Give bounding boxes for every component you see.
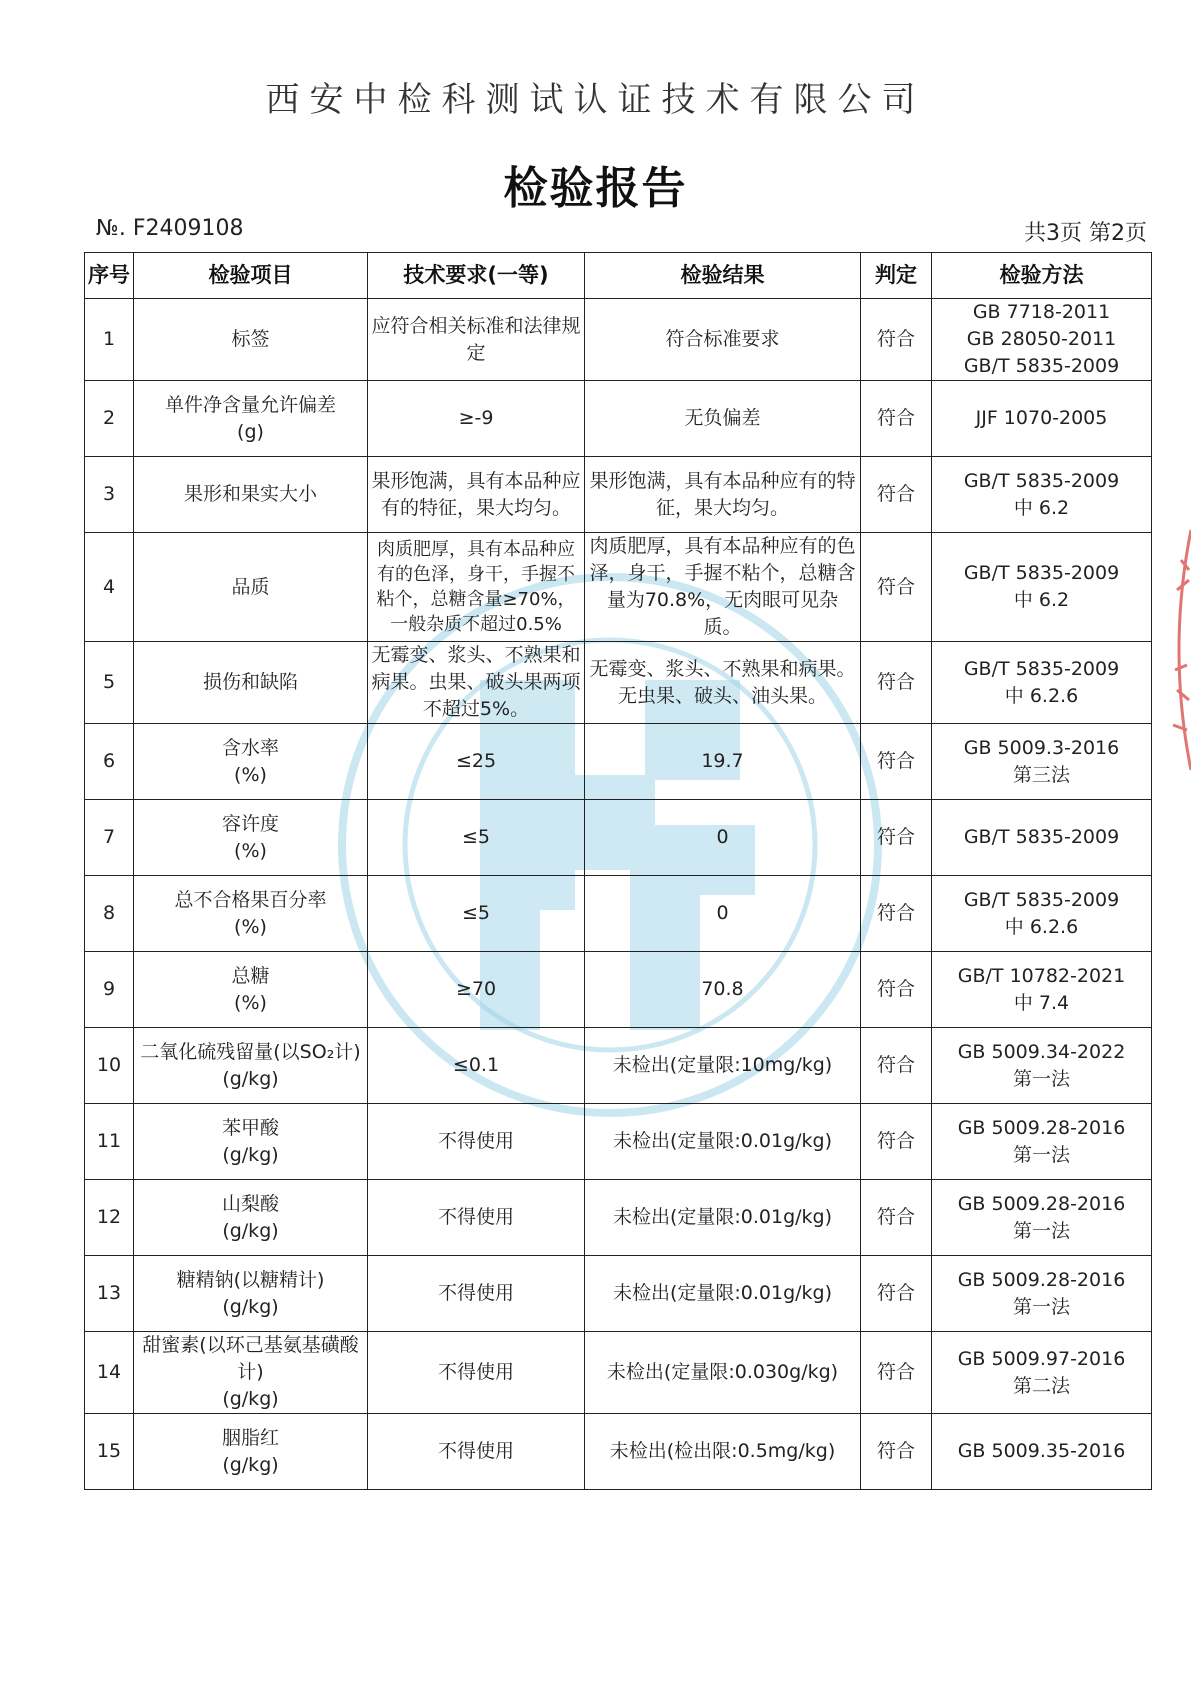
requirement-cell [368, 457, 585, 533]
result-cell [585, 724, 861, 800]
requirement-line: 不超过5%。 [422, 698, 530, 720]
item-cell [134, 1104, 368, 1180]
method-cell [932, 1180, 1152, 1256]
method-line: GB 7718-2011 [972, 301, 1111, 323]
method-line: GB/T 5835-2009 [963, 657, 1120, 680]
requirement-line: ≥-9 [458, 407, 494, 429]
item-line: 损伤和缺陷 [202, 671, 298, 693]
no-cell: 6 [85, 724, 134, 800]
result-cell [585, 299, 861, 381]
col-header-no: 序号 [85, 253, 134, 299]
method-line: GB/T 5835-2009 [963, 562, 1120, 584]
item-line: 山梨酸 [221, 1192, 279, 1215]
item-line: 苯甲酸 [221, 1116, 279, 1139]
item-line: 容许度 [221, 812, 279, 835]
result-line: 19.7 [701, 750, 744, 772]
requirement-cell [368, 800, 585, 876]
table-row [85, 457, 1152, 533]
col-header-item: 检验项目 [134, 253, 368, 299]
result-line: 符合标准要求 [665, 328, 780, 350]
item-cell [134, 952, 368, 1028]
requirement-line: ≤0.1 [452, 1054, 500, 1076]
method-line: 第一法 [1012, 1067, 1070, 1090]
table-row [85, 800, 1152, 876]
table-row [85, 1028, 1152, 1104]
result-cell [585, 1414, 861, 1490]
judgement-cell: 符合 [861, 724, 932, 800]
item-cell [134, 457, 368, 533]
result-cell [585, 1028, 861, 1104]
requirement-cell [368, 724, 585, 800]
result-cell [585, 642, 861, 724]
item-cell [134, 533, 368, 642]
item-line: (g/kg) [222, 1219, 279, 1242]
item-cell [134, 1332, 368, 1414]
method-line: GB/T 5835-2009 [963, 826, 1120, 848]
result-cell [585, 952, 861, 1028]
item-cell [134, 1256, 368, 1332]
item-line: 计) [237, 1361, 264, 1383]
result-cell [585, 876, 861, 952]
judgement-cell: 符合 [861, 952, 932, 1028]
red-seal-edge [1167, 520, 1191, 780]
result-cell [585, 1332, 861, 1414]
requirement-cell [368, 952, 585, 1028]
table-row [85, 724, 1152, 800]
item-line: (%) [234, 991, 267, 1014]
result-line: 未检出(定量限:10mg/kg) [612, 1054, 833, 1076]
item-line: 二氧化硫残留量(以SO₂计) [140, 1040, 361, 1063]
requirement-cell [368, 533, 585, 642]
requirement-cell [368, 876, 585, 952]
table-row [85, 642, 1152, 724]
requirement-line: 一般杂质不超过0.5% [390, 614, 562, 635]
method-line: GB 5009.28-2016 [957, 1116, 1126, 1139]
method-cell [932, 876, 1152, 952]
method-cell [932, 642, 1152, 724]
item-cell [134, 642, 368, 724]
table-row [85, 299, 1152, 381]
item-line: 甜蜜素(以环己基氨基磺酸 [142, 1334, 359, 1356]
item-line: 含水率 [221, 736, 279, 759]
item-line: 总糖 [231, 964, 270, 987]
method-cell [932, 381, 1152, 457]
item-cell [134, 1028, 368, 1104]
item-line: 糖精钠(以糖精计) [176, 1268, 325, 1291]
result-line: 量为70.8%，无肉眼可见杂质。 [606, 589, 839, 638]
item-cell [134, 876, 368, 952]
requirement-line: 有的色泽，身干，手握不 [377, 564, 575, 585]
item-line: 品质 [231, 575, 270, 598]
requirement-line: 病果。虫果、破头果两项 [371, 671, 581, 693]
item-cell [134, 1180, 368, 1256]
method-cell [932, 1028, 1152, 1104]
method-line: 中 6.2.6 [1004, 915, 1079, 938]
method-line: 第一法 [1012, 1219, 1070, 1242]
method-line: 中 6.2 [1013, 589, 1070, 611]
result-cell [585, 800, 861, 876]
no-cell: 1 [85, 299, 134, 381]
requirement-line: 无霉变、浆头、不熟果和 [371, 644, 581, 666]
table-row [85, 1256, 1152, 1332]
judgement-cell: 符合 [861, 1414, 932, 1490]
requirement-cell [368, 642, 585, 724]
requirement-line: 不得使用 [437, 1440, 514, 1462]
method-cell [932, 800, 1152, 876]
no-cell: 2 [85, 381, 134, 457]
method-line: GB 28050-2011 [966, 328, 1117, 350]
judgement-cell: 符合 [861, 1028, 932, 1104]
item-line: (g/kg) [222, 1143, 279, 1166]
requirement-cell [368, 1028, 585, 1104]
no-cell: 7 [85, 800, 134, 876]
requirement-line: ≥70 [455, 978, 497, 1000]
no-cell: 10 [85, 1028, 134, 1104]
judgement-cell: 符合 [861, 299, 932, 381]
no-cell: 9 [85, 952, 134, 1028]
requirement-cell [368, 381, 585, 457]
item-line: (g/kg) [222, 1388, 279, 1410]
method-cell [932, 1414, 1152, 1490]
method-cell [932, 1256, 1152, 1332]
col-header-requirement: 技术要求(一等) [368, 253, 585, 299]
method-line: GB/T 5835-2009 [963, 469, 1120, 492]
result-line: 果形饱满，具有本品种应有的特 [589, 469, 856, 492]
requirement-cell [368, 1180, 585, 1256]
result-line: 泽，身干，手握不粘个，总糖含 [589, 562, 856, 584]
item-line: (%) [234, 915, 267, 938]
method-cell [932, 457, 1152, 533]
result-line: 未检出(检出限:0.5mg/kg) [609, 1440, 836, 1462]
method-cell [932, 533, 1152, 642]
requirement-line: 不得使用 [437, 1130, 514, 1152]
method-line: GB/T 10782-2021 [957, 964, 1126, 987]
method-line: 中 6.2 [1013, 496, 1070, 519]
method-cell [932, 1104, 1152, 1180]
method-cell [932, 724, 1152, 800]
judgement-cell: 符合 [861, 876, 932, 952]
item-cell [134, 800, 368, 876]
item-line: 标签 [231, 328, 270, 350]
item-line: 总不合格果百分率 [174, 888, 327, 911]
col-header-result: 检验结果 [585, 253, 861, 299]
judgement-cell: 符合 [861, 1104, 932, 1180]
table-row [85, 1332, 1152, 1414]
requirement-line: ≤25 [455, 750, 497, 772]
method-cell [932, 952, 1152, 1028]
company-name: 西安中检科测试认证技术有限公司 [265, 80, 926, 120]
item-cell [134, 1414, 368, 1490]
requirement-cell [368, 1332, 585, 1414]
judgement-cell: 符合 [861, 457, 932, 533]
method-line: GB 5009.97-2016 [957, 1347, 1126, 1370]
requirement-cell [368, 1104, 585, 1180]
result-line: 未检出(定量限:0.01g/kg) [612, 1130, 833, 1152]
item-line: (%) [234, 763, 267, 786]
result-line: 未检出(定量限:0.01g/kg) [612, 1206, 833, 1228]
no-cell: 15 [85, 1414, 134, 1490]
requirement-line: 不得使用 [437, 1206, 514, 1228]
result-line: 未检出(定量限:0.030g/kg) [606, 1361, 839, 1383]
no-cell: 8 [85, 876, 134, 952]
table-row [85, 1104, 1152, 1180]
inspection-table [84, 252, 1152, 1490]
judgement-cell: 符合 [861, 800, 932, 876]
result-cell [585, 457, 861, 533]
method-line: 中 6.2.6 [1004, 684, 1079, 707]
item-line: (g) [237, 420, 264, 443]
no-cell: 5 [85, 642, 134, 724]
item-line: (g/kg) [222, 1295, 279, 1318]
item-line: 胭脂红 [221, 1426, 279, 1449]
table-row [85, 876, 1152, 952]
method-line: GB/T 5835-2009 [963, 355, 1120, 377]
col-header-method: 检验方法 [932, 253, 1152, 299]
result-cell [585, 381, 861, 457]
no-cell: 14 [85, 1332, 134, 1414]
item-line: 果形和果实大小 [183, 483, 317, 505]
item-line: (g/kg) [222, 1453, 279, 1476]
col-header-judgement: 判定 [861, 253, 932, 299]
report-number: №. F2409108 [96, 216, 244, 241]
table-header-row [85, 253, 1152, 299]
requirement-line: 粘个，总糖含量≥70%， [376, 589, 576, 610]
method-cell [932, 299, 1152, 381]
method-line: 第二法 [1012, 1374, 1070, 1397]
method-line: JJF 1070-2005 [975, 407, 1108, 429]
item-cell [134, 381, 368, 457]
method-line: GB 5009.28-2016 [957, 1192, 1126, 1215]
requirement-line: 定 [466, 341, 486, 364]
result-cell [585, 1104, 861, 1180]
method-line: 第一法 [1012, 1295, 1070, 1318]
method-line: GB/T 5835-2009 [963, 888, 1120, 911]
no-cell: 11 [85, 1104, 134, 1180]
item-line: (%) [234, 839, 267, 862]
method-line: GB 5009.35-2016 [957, 1440, 1126, 1462]
table-row [85, 1414, 1152, 1490]
result-line: 未检出(定量限:0.01g/kg) [612, 1282, 833, 1304]
result-line: 0 [716, 826, 729, 848]
method-line: 中 7.4 [1013, 991, 1070, 1014]
requirement-cell [368, 299, 585, 381]
result-cell [585, 1256, 861, 1332]
result-line: 无负偏差 [684, 407, 761, 429]
judgement-cell: 符合 [861, 1332, 932, 1414]
judgement-cell: 符合 [861, 381, 932, 457]
judgement-cell: 符合 [861, 1180, 932, 1256]
result-cell [585, 1180, 861, 1256]
table-row [85, 533, 1152, 642]
no-cell: 4 [85, 533, 134, 642]
no-cell: 3 [85, 457, 134, 533]
table-row [85, 1180, 1152, 1256]
requirement-line: 果形饱满，具有本品种应 [371, 469, 581, 492]
table-row [85, 952, 1152, 1028]
item-cell [134, 299, 368, 381]
judgement-cell: 符合 [861, 533, 932, 642]
result-line: 无霉变、浆头、不熟果和病果。 [589, 657, 856, 680]
judgement-cell: 符合 [861, 642, 932, 724]
item-line: (g/kg) [222, 1067, 279, 1090]
method-line: 第三法 [1012, 763, 1070, 786]
method-cell [932, 1332, 1152, 1414]
result-line: 肉质肥厚，具有本品种应有的色 [589, 535, 856, 557]
method-line: 第一法 [1012, 1143, 1070, 1166]
result-cell [585, 533, 861, 642]
page-indicator: 共3页 第2页 [1024, 221, 1147, 246]
result-line: 70.8 [701, 978, 744, 1000]
table-row [85, 381, 1152, 457]
result-line: 征，果大均匀。 [655, 496, 789, 519]
no-cell: 13 [85, 1256, 134, 1332]
report-title: 检验报告 [503, 163, 688, 214]
method-line: GB 5009.28-2016 [957, 1268, 1126, 1291]
item-line: 单件净含量允许偏差 [164, 393, 336, 416]
requirement-line: 应符合相关标准和法律规 [371, 314, 581, 337]
requirement-line: 肉质肥厚，具有本品种应 [377, 539, 575, 560]
requirement-line: 有的特征，果大均匀。 [380, 496, 571, 519]
result-line: 0 [716, 902, 729, 924]
method-line: GB 5009.34-2022 [957, 1040, 1126, 1063]
requirement-cell [368, 1414, 585, 1490]
requirement-cell [368, 1256, 585, 1332]
judgement-cell: 符合 [861, 1256, 932, 1332]
requirement-line: ≤5 [461, 902, 490, 924]
method-line: GB 5009.3-2016 [963, 736, 1120, 759]
no-cell: 12 [85, 1180, 134, 1256]
requirement-line: 不得使用 [437, 1282, 514, 1304]
item-cell [134, 724, 368, 800]
result-line: 无虫果、破头、油头果。 [617, 684, 827, 707]
requirement-line: ≤5 [461, 826, 490, 848]
requirement-line: 不得使用 [437, 1361, 514, 1383]
